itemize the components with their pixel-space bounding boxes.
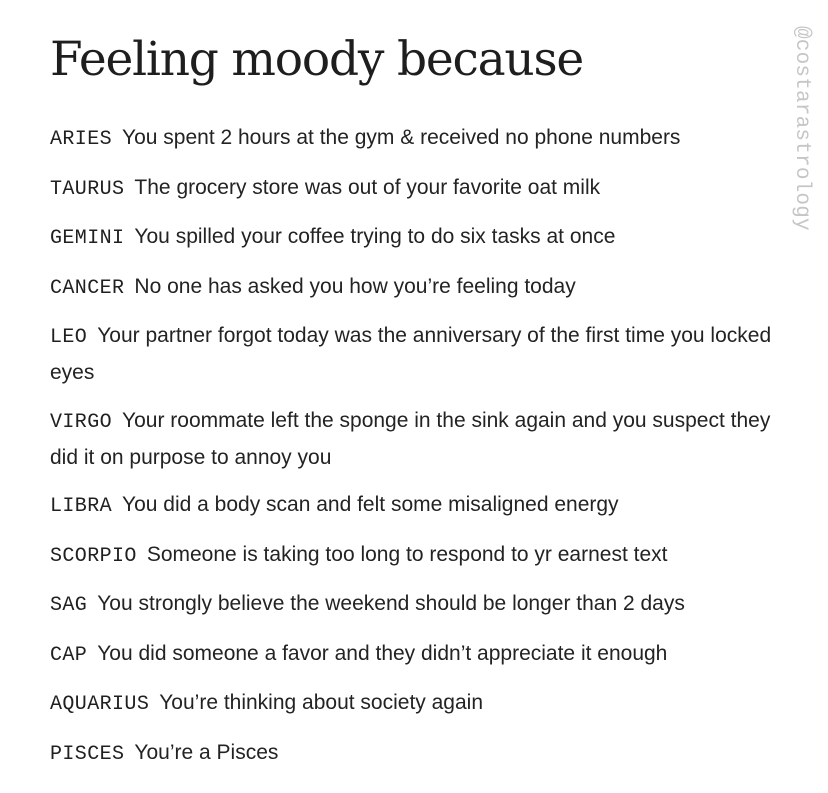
page-title: Feeling moody because xyxy=(50,32,584,87)
sign-text: You’re a Pisces xyxy=(134,740,279,764)
sign-text: Your partner forgot today was the anniversary of the first time you locked eyes xyxy=(50,324,772,384)
sign-text: Your roommate left the sponge in the sink again and you suspect they did it on purpose to annoy you xyxy=(50,408,771,469)
sign-label: PISCES xyxy=(50,742,125,766)
list-item-cancer xyxy=(50,269,785,306)
sign-label: GEMINI xyxy=(50,227,125,250)
watermark-handle: @costarastrology xyxy=(790,26,813,231)
sign-label: VIRGO xyxy=(50,410,113,434)
sign-label: AQUARIUS xyxy=(50,693,150,716)
sign-text: You spent 2 hours at the gym & received no phone numbers xyxy=(122,126,681,149)
list-item-sag xyxy=(50,586,785,623)
sign-label: TAURUS xyxy=(50,177,125,201)
sign-label: ARIES xyxy=(50,128,113,151)
sign-label: LEO xyxy=(50,326,88,349)
sign-text: Someone is taking too long to respond to yr earnest text xyxy=(146,542,668,566)
list-item-cap xyxy=(50,636,785,673)
sign-text: The grocery store was out of your favorite oat milk xyxy=(134,175,601,199)
sign-text: You did a body scan and felt some misaligned energy xyxy=(122,493,619,516)
horoscope-list xyxy=(50,120,785,784)
list-item-taurus xyxy=(50,170,785,207)
list-item-aries xyxy=(50,120,785,157)
sign-label: LIBRA xyxy=(50,495,113,518)
sign-label: SAG xyxy=(50,594,88,617)
list-item-scorpio xyxy=(50,537,785,574)
list-item-libra xyxy=(50,487,785,524)
sign-label: SCORPIO xyxy=(50,544,137,568)
sign-text: No one has asked you how you’re feeling today xyxy=(134,274,576,298)
sign-label: CAP xyxy=(50,643,88,667)
list-item-aquarius xyxy=(50,685,785,722)
sign-label: CANCER xyxy=(50,276,125,300)
sign-text: You spilled your coffee trying to do six tasks at once xyxy=(134,225,616,248)
list-item-virgo xyxy=(50,403,785,475)
sign-text: You’re thinking about society again xyxy=(159,691,484,714)
list-item-leo xyxy=(50,318,785,390)
list-item-pisces xyxy=(50,735,785,772)
sign-text: You strongly believe the weekend should be longer than 2 days xyxy=(97,592,685,615)
sign-text: You did someone a favor and they didn’t appreciate it enough xyxy=(97,641,668,665)
list-item-gemini xyxy=(50,219,785,256)
